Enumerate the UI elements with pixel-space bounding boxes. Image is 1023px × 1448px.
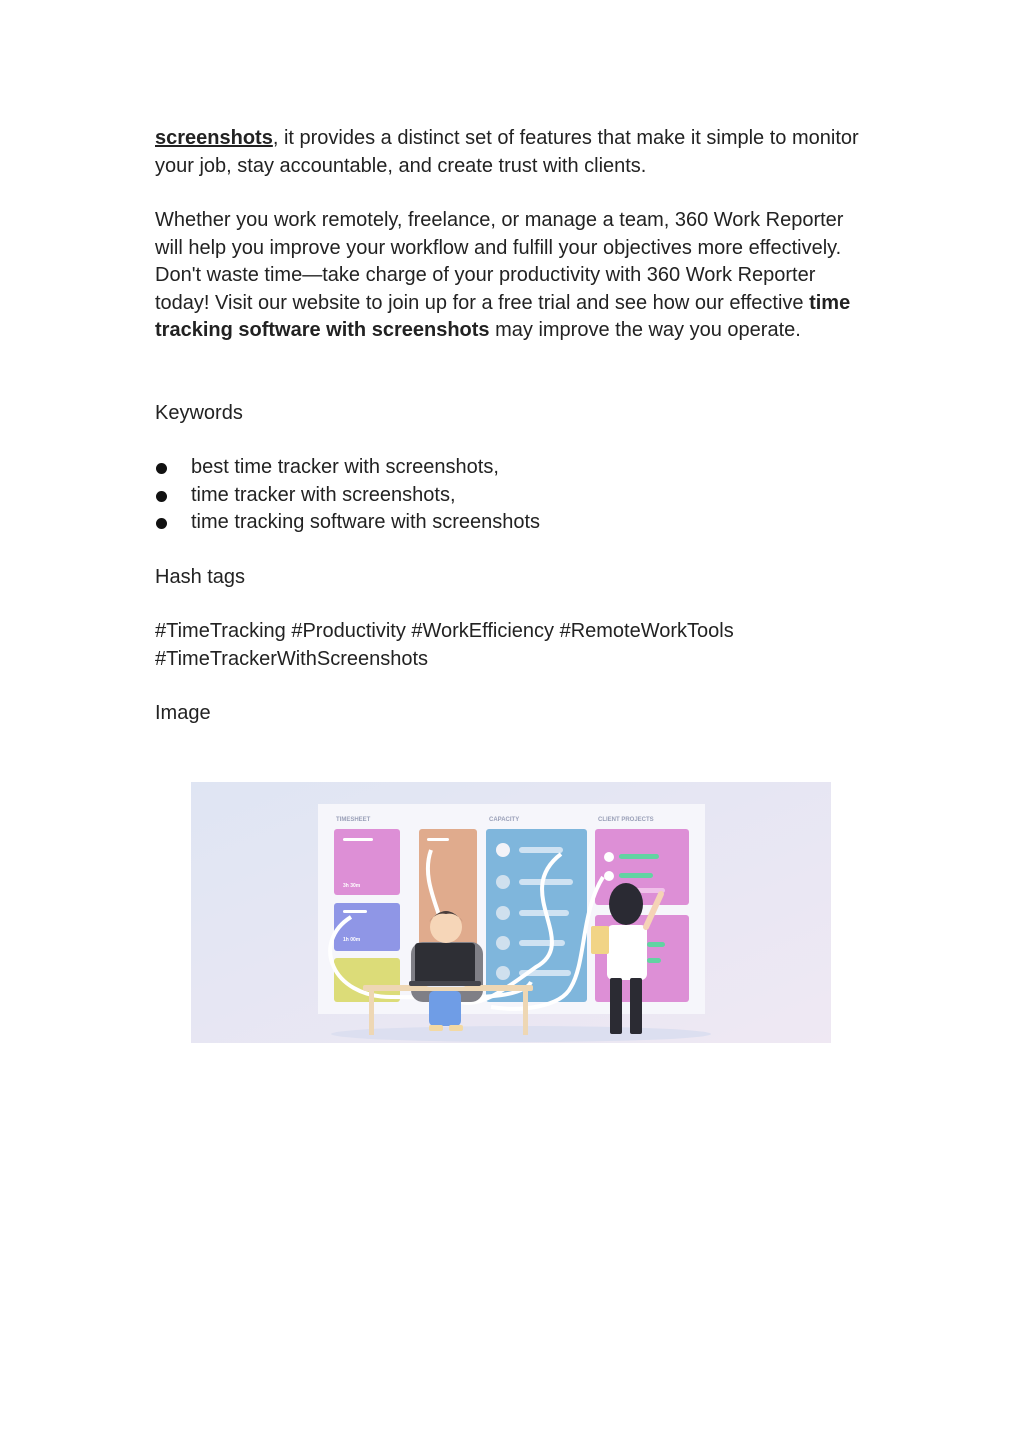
desk-leg xyxy=(369,991,374,1035)
dollar-icon xyxy=(604,852,614,862)
intro-text: , it provides a distinct set of features that make it simple to monitor your job, stay accountable, and create trust with clients. xyxy=(155,127,859,177)
laptop-base xyxy=(409,981,481,986)
clipboard xyxy=(591,926,609,954)
avatar xyxy=(496,906,510,920)
cta-text-after: may improve the way you operate. xyxy=(489,319,801,341)
hashtags-text xyxy=(155,618,870,673)
hashtags-heading: Hash tags xyxy=(155,565,246,588)
hashtags-line-2: #TimeTrackerWithScreenshots xyxy=(155,647,429,670)
cta-paragraph xyxy=(155,207,870,345)
card-duration-label: 1h 00m xyxy=(343,937,361,943)
project-progress xyxy=(647,942,665,947)
avatar xyxy=(496,936,510,950)
column-header-capacity: CAPACITY xyxy=(489,817,520,823)
woman-leg xyxy=(610,978,622,1034)
floor-shadow xyxy=(331,1026,711,1042)
intro-paragraph xyxy=(155,125,870,180)
column-header-timesheet: TIMESHEET xyxy=(336,817,371,823)
illustration-image xyxy=(191,782,831,1043)
man-shoe xyxy=(429,1025,443,1031)
keywords-list xyxy=(155,454,870,537)
document-body xyxy=(155,125,870,728)
laptop xyxy=(415,943,475,983)
capacity-bar xyxy=(519,879,573,885)
cta-text-before: Whether you work remotely, freelance, or manage a team, 360 Work Reporter will help you improve your workflow and fulfill your objectives more effectively. Don't waste time—take charge of your productivity with 360 Work Reporter today! Visit our website to join up for a free trial and see how our effective xyxy=(155,209,844,314)
keywords-heading: Keywords xyxy=(155,401,243,424)
avatar xyxy=(496,966,510,980)
man-legs xyxy=(429,991,461,1026)
card-line xyxy=(343,838,373,841)
client-project-card xyxy=(595,829,689,905)
keyword-item: time tracking software with screenshots xyxy=(155,509,870,537)
illustration-svg xyxy=(191,782,831,1043)
project-progress xyxy=(619,873,653,878)
woman-leg xyxy=(630,978,642,1034)
image-heading: Image xyxy=(155,702,211,724)
project-progress xyxy=(619,854,659,859)
woman-shirt xyxy=(607,925,647,980)
check-icon xyxy=(604,871,614,881)
keyword-item: best time tracker with screenshots, xyxy=(155,454,870,482)
man-shoe xyxy=(449,1025,463,1031)
column-header-client-projects: CLIENT PROJECTS xyxy=(598,817,654,823)
card-line xyxy=(343,910,367,913)
card-line xyxy=(427,838,449,841)
cta-bold-keyword: time tracking software with screenshots xyxy=(155,291,851,341)
project-progress xyxy=(647,958,661,963)
screenshots-link[interactable]: screenshots xyxy=(155,127,273,149)
woman-hair xyxy=(609,883,643,925)
card-duration-label: 3h 30m xyxy=(343,883,361,889)
desk-leg xyxy=(523,991,528,1035)
capacity-bar xyxy=(519,940,565,946)
avatar xyxy=(496,875,510,889)
keyword-item: time tracker with screenshots, xyxy=(155,482,870,510)
avatar xyxy=(496,843,510,857)
hashtags-line-1: #TimeTracking #Productivity #WorkEfficiency #RemoteWorkTools xyxy=(155,620,734,642)
capacity-bar xyxy=(519,847,563,853)
